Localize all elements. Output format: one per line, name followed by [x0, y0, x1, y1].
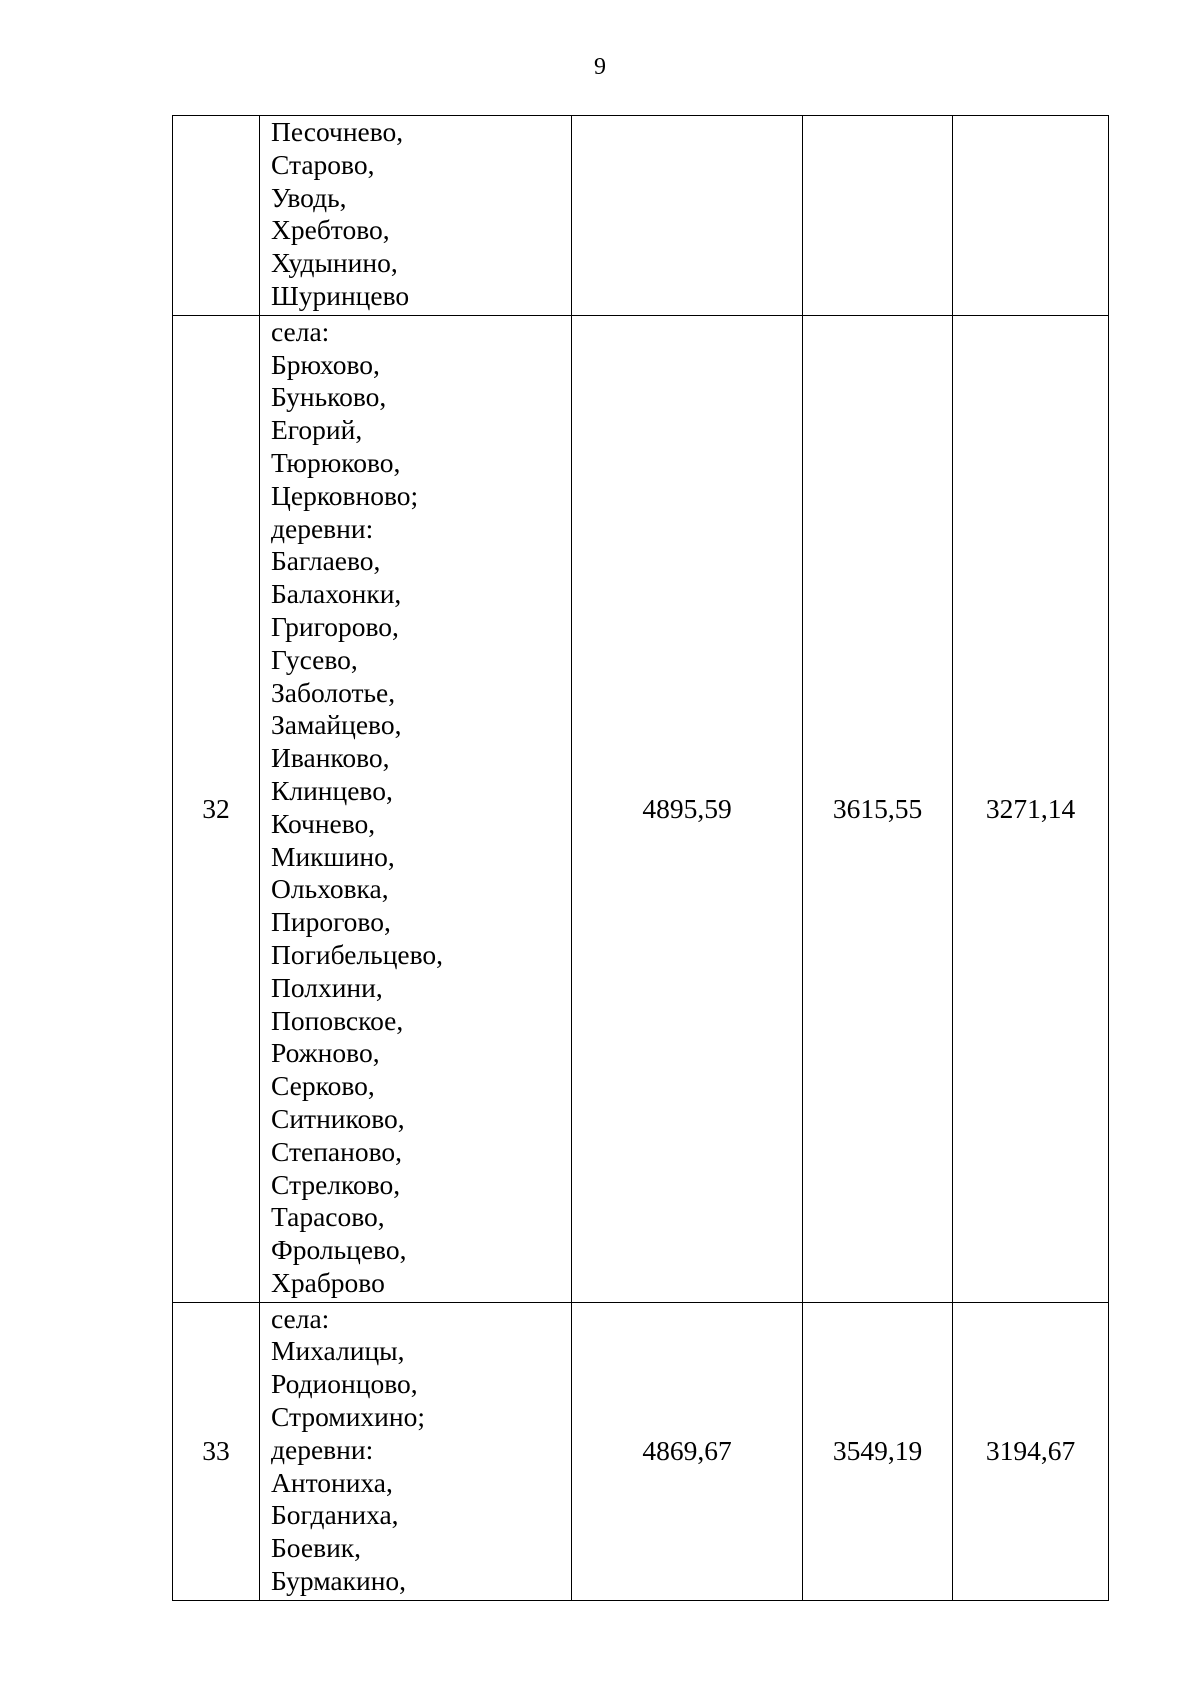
table-row: [173, 116, 1109, 316]
settlement-name: деревни:: [271, 1433, 374, 1465]
settlement-name: Степаново,: [271, 1135, 403, 1167]
settlement-name: Клинцево,: [271, 774, 393, 806]
settlement-name: Ситниково,: [271, 1102, 405, 1134]
settlement-name: Поповское,: [271, 1004, 404, 1036]
settlement-name: Тарасово,: [271, 1201, 385, 1233]
value-cell-3: [953, 116, 1109, 316]
settlement-name: Бурмакино,: [271, 1565, 407, 1597]
row-number-cell: 33: [173, 1302, 260, 1600]
settlement-name: Балахонки,: [271, 578, 402, 610]
settlement-name: Буньково,: [271, 381, 387, 413]
settlement-name: Антониха,: [271, 1466, 393, 1498]
value-cell-3: 3271,14: [953, 315, 1109, 1302]
table-row: [173, 1302, 1109, 1600]
settlement-name: Церковново;: [271, 479, 419, 511]
settlement-name: Тюрюково,: [271, 446, 401, 478]
row-number-cell: 32: [173, 315, 260, 1302]
settlement-name: Уводь,: [271, 181, 347, 213]
settlement-names-cell: [260, 116, 572, 316]
settlement-name: Серково,: [271, 1070, 375, 1102]
settlement-name: Егорий,: [271, 414, 363, 446]
settlement-name: Старово,: [271, 148, 375, 180]
settlement-names-cell: [260, 315, 572, 1302]
settlement-name: Ольховка,: [271, 873, 389, 905]
value-cell-1: 4869,67: [572, 1302, 803, 1600]
settlement-name: Микшино,: [271, 840, 395, 872]
table-row: [173, 315, 1109, 1302]
value-cell-1: 4895,59: [572, 315, 803, 1302]
settlement-name: Гусево,: [271, 643, 358, 675]
settlement-name: Пирогово,: [271, 906, 391, 938]
value-cell-1: [572, 116, 803, 316]
settlement-name: Фрольцево,: [271, 1234, 407, 1266]
settlement-name: Брюхово,: [271, 348, 380, 380]
value-cell-3: 3194,67: [953, 1302, 1109, 1600]
page-number: 9: [594, 54, 606, 80]
settlement-name: Богданиха,: [271, 1499, 399, 1531]
settlement-name: Погибельцево,: [271, 938, 444, 970]
value-cell-2: 3615,55: [803, 315, 953, 1302]
settlement-name: села:: [271, 1302, 330, 1334]
settlement-name: Замайцево,: [271, 709, 402, 741]
settlement-name: Стрелково,: [271, 1168, 401, 1200]
settlement-name: Кочнево,: [271, 807, 376, 839]
value-cell-2: [803, 116, 953, 316]
settlement-name: Хребтово,: [271, 214, 390, 246]
settlement-name: Родионцово,: [271, 1368, 418, 1400]
settlement-name: села:: [271, 315, 330, 347]
settlement-name: деревни:: [271, 512, 374, 544]
settlement-names-cell: [260, 1302, 572, 1600]
settlements-table: [172, 115, 1109, 1601]
settlement-name: Худынино,: [271, 247, 398, 279]
settlement-name: Боевик,: [271, 1532, 362, 1564]
settlement-name: Рожново,: [271, 1037, 380, 1069]
settlement-name: Иванково,: [271, 742, 390, 774]
settlement-name: Баглаево,: [271, 545, 381, 577]
row-number-cell: [173, 116, 260, 316]
value-cell-2: 3549,19: [803, 1302, 953, 1600]
settlement-name: Храброво: [271, 1266, 385, 1298]
settlement-name: Заболотье,: [271, 676, 396, 708]
settlement-name: Шуринцево: [271, 279, 410, 311]
settlement-name: Песочнево,: [271, 116, 404, 147]
settlement-name: Полхини,: [271, 971, 383, 1003]
settlement-name: Стромихино;: [271, 1401, 426, 1433]
settlement-name: Михалицы,: [271, 1335, 405, 1367]
settlement-name: Григорово,: [271, 610, 399, 642]
